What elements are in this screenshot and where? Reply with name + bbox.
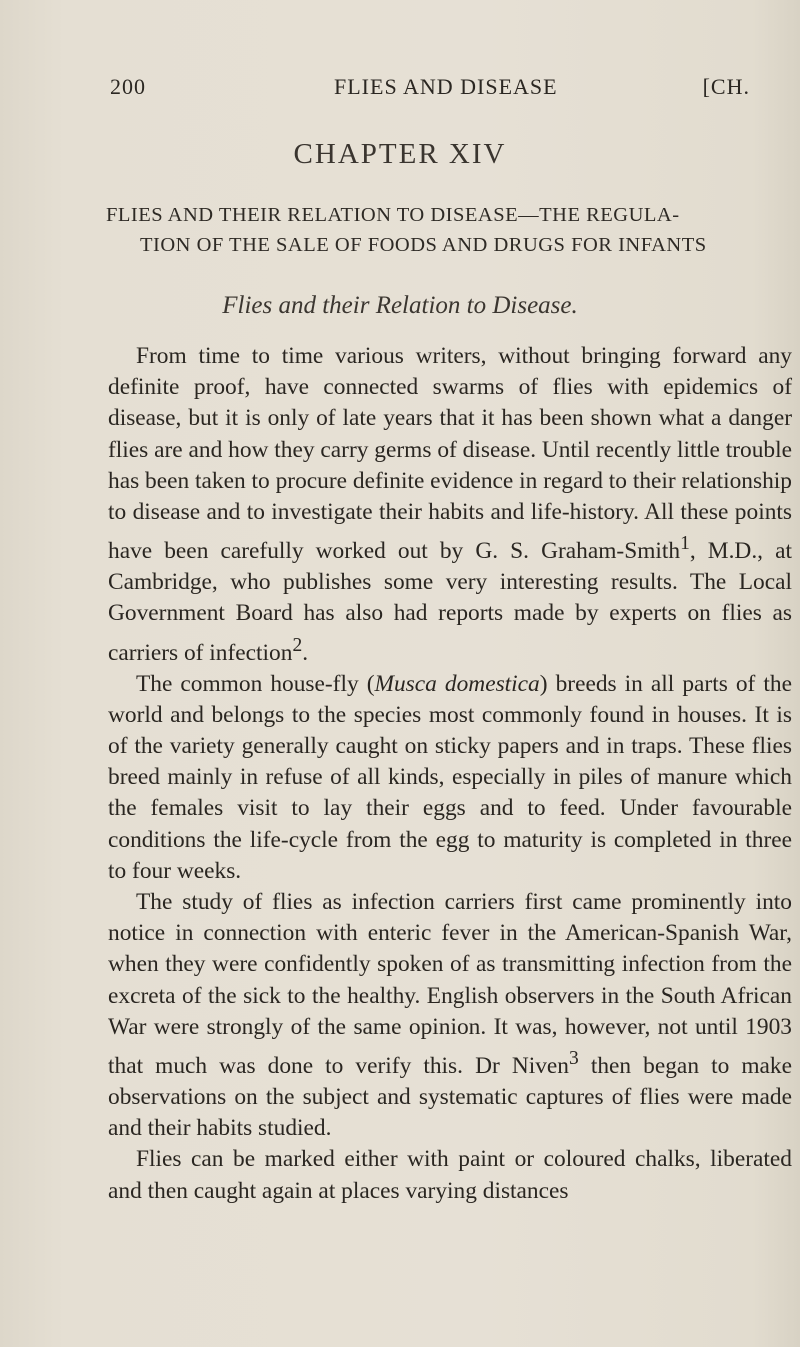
paragraph-4 xyxy=(108,1144,792,1206)
page-number: 200 xyxy=(110,74,146,99)
paragraph-1-text-c: . xyxy=(302,639,309,666)
running-title: FLIES AND DISEASE xyxy=(334,74,558,99)
footnote-ref-2: 2 xyxy=(292,634,303,656)
paragraph-1-text-a: From time to time various writers, without bringing forward any definite proof, have connected swarms of flies with epidemics of disease, but it is only of late years that it has been shown what a danger flies are and how they carry germs of disease. Until recently little trouble has been taken to procure definite evidence in regard to their relationship to disease and to investigate their habits and life-history. All these points have been carefully worked out by G. S. Graham-Smith xyxy=(108,343,792,565)
chapter-heading xyxy=(106,200,792,260)
chapter-title: CHAPTER XIV xyxy=(293,138,507,170)
paragraph-1-text-b: , M.D., at Cambridge, who publishes some very interesting results. The Local Government Board has also had reports made by experts on flies as carriers of infection xyxy=(108,538,792,666)
footnote-ref-1: 1 xyxy=(680,533,690,555)
paragraph-2 xyxy=(108,669,792,887)
chapter-heading-line-2: TION OF THE SALE OF FOODS AND DRUGS FOR INFANTS xyxy=(140,234,707,256)
species-name: Musca domestica xyxy=(374,670,540,697)
running-head xyxy=(110,74,750,104)
paragraph-3 xyxy=(108,887,792,1144)
paragraph-3-text-a: The study of flies as infection carriers first came prominently into notice in connection with enteric fever in the American-Spanish War, when they were confidently spoken of as transmitting infection from the excreta of the sick to the healthy. English observers in the South African War were strongly of the same opinion. It was, however, not until 1903 that much was done to verify this. Dr Niven xyxy=(108,889,792,1079)
footnote-ref-3: 3 xyxy=(569,1048,579,1070)
chapter-heading-line-1: FLIES AND THEIR RELATION TO DISEASE—THE REGULA- xyxy=(106,204,680,226)
body-text xyxy=(108,341,792,1207)
paragraph-3-text-b: then began to make observations on the subject and systematic captures of flies were made and their habits studied. xyxy=(108,1052,793,1142)
paragraph-1 xyxy=(108,341,792,669)
section-subheading: Flies and their Relation to Disease. xyxy=(222,292,578,319)
paragraph-2-text-a: The common house-fly ( xyxy=(136,670,375,697)
paragraph-4-text: Flies can be marked either with paint or coloured chalks, liberated and then caught again at places varying distances xyxy=(108,1146,792,1204)
chapter-abbreviation: [CH. xyxy=(702,74,750,99)
paragraph-2-text-b: ) breeds in all parts of the world and belongs to the species most commonly found in houses. It is of the variety generally caught on sticky papers and in traps. These flies breed mainly in refuse of all kinds, especially in piles of manure which the females visit to lay their eggs and to feed. Under favourable conditions the life-cycle from the egg to maturity is completed in three to four weeks. xyxy=(108,670,792,884)
